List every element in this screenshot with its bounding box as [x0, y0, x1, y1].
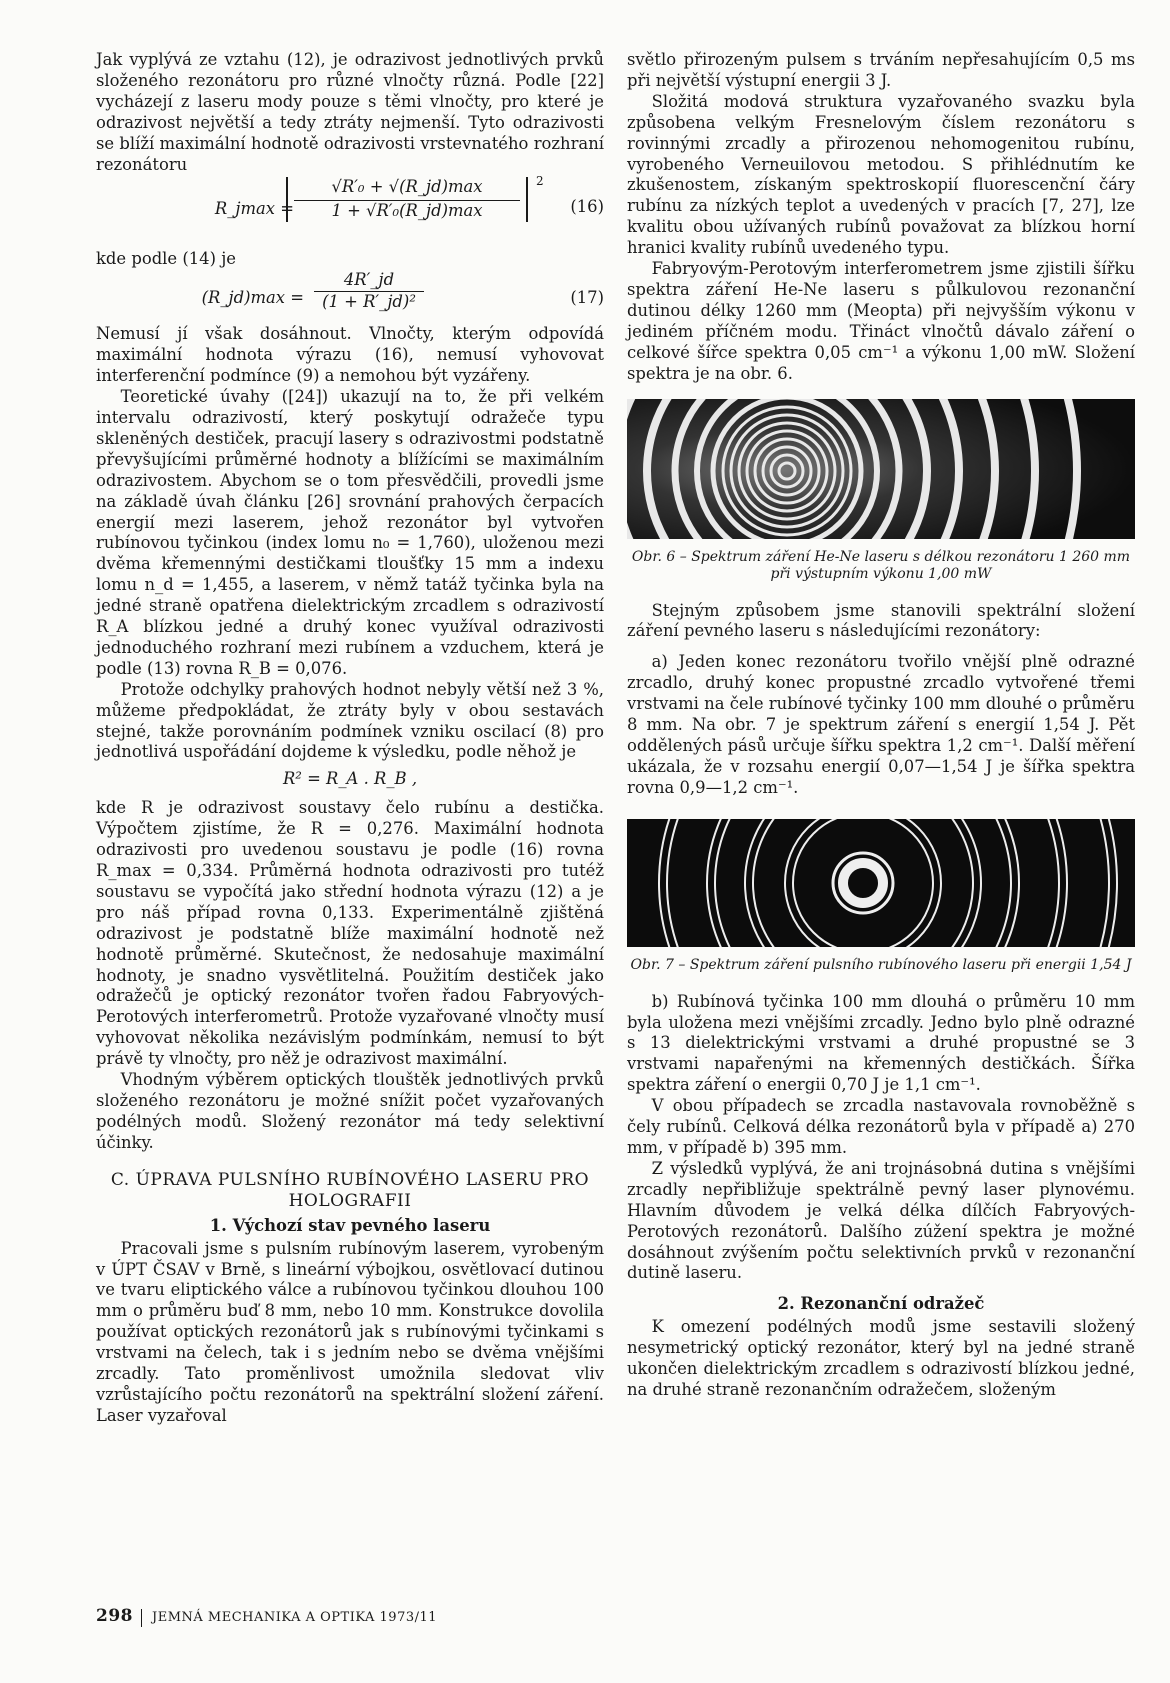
footer-divider	[141, 1609, 142, 1627]
paragraph: Stejným způsobem jsme stanovili spektrální složení záření pevného laseru s následujícími rezonátory:	[627, 600, 1135, 641]
equation-exponent: 2	[536, 174, 544, 189]
page-footer	[96, 1606, 437, 1627]
page-number: 298	[96, 1606, 133, 1626]
right-column	[627, 50, 1135, 1401]
paragraph: K omezení podélných modů jsme sestavili složený nesymetrický optický rezonátor, který byl na jedné straně ukončen dielektrickým zrcadlem s odrazivostí blízkou jedné, na druhé straně rezonančním odražečem, složeným	[627, 1317, 1135, 1399]
paragraph: Pracovali jsme s pulsním rubínovým laserem, vyrobeným v ÚPT ČSAV v Brně, s lineární výbojkou, osvětlovací dutinou ve tvaru eliptického válce a rubínovou tyčinkou dlouhou 100 mm o průměru buď 8 mm, nebo 10 mm. Konstrukce dovolila používat optických rezonátorů jak s rubínovými tyčinkami s vrstvami na čelech, tak i s jedním nebo se dvěma vnějšími zrcadly. Tato proměnlivost umožnila sledovat vliv vzrůstajícího počtu rezonátorů na spektrální složení záření. Laser vyzařoval	[96, 1238, 604, 1425]
paragraph: a) Jeden konec rezonátoru tvořilo vnější plně odrazné zrcadlo, druhý konec propustné zrcadlo vytvořené třemi vrstvami na čele rubínové tyčinky 100 mm dlouhé o průměru 8 mm. Na obr. 7 je spektrum záření s energií 1,54 J. Pět oddělených pásů určuje šířku spektra 1,2 cm⁻¹. Další měření ukázala, že v rozsahu energií 0,07—1,54 J je šířka spektra rovna 0,9—1,2 cm⁻¹.	[627, 652, 1135, 797]
figure-6-image	[627, 399, 1135, 539]
equation-fraction	[314, 270, 424, 313]
equation-numerator: 4R′_jd	[314, 270, 424, 292]
paragraph: světlo přirozeným pulsem s trváním nepřesahujícím 0,5 ms při největší výstupní energii 3 J.	[627, 50, 1135, 90]
equation-number: (16)	[570, 197, 604, 217]
interference-rings-he-ne	[627, 399, 1135, 539]
equation-lhs: R_jmax =	[214, 199, 294, 219]
paragraph: V obou případech se zrcadla nastavovala rovnoběžně s čely rubínů. Celková délka rezonátorů byla v případě a) 270 mm, v případě b) 395 mm.	[627, 1096, 1135, 1157]
interference-rings-ruby	[627, 819, 1135, 947]
section-heading: C. ÚPRAVA PULSNÍHO RUBÍNOVÉHO LASERU PRO HOLOGRAFII	[110, 1169, 590, 1211]
paragraph: Z výsledků vyplývá, že ani trojnásobná dutina s vnějšími zrcadly nepřibližuje spektrálně pevný laser plynovému. Hlavním důvodem je velká délka dílčích Fabryových-Perotových rezonátorů. Dalšího zúžení spektra je možné dosáhnout zvýšením počtu selektivních prvků v rezonanční dutině laseru.	[627, 1158, 1135, 1283]
left-column	[96, 50, 604, 1427]
paragraph: Nemusí jí však dosáhnout. Vlnočty, kterým odpovídá maximální hodnota výrazu (16), nemusí vyhovovat interferenční podmínce (9) a nemohou být vyzářeny.	[96, 324, 604, 386]
equation-16	[96, 175, 604, 249]
paragraph: Jak vyplývá ze vztahu (12), je odrazivost jednotlivých prvků složeného rezonátoru pro různé vlnočty různá. Podle [22] vycházejí z laseru mody pouze s těmi vlnočty, pro které je odrazivost největší a tedy ztráty nejmenší. Tyto odrazivosti se blíží maximální hodnotě odrazivosti vrstevnatého rozhraní rezonátoru	[96, 50, 604, 174]
subsection-heading: 1. Výchozí stav pevného laseru	[209, 1215, 491, 1235]
paragraph: Protože odchylky prahových hodnot nebyly větší než 3 %, můžeme předpokládat, že ztráty byly v obou sestavách stejné, takže porovnáním podmínek vzniku oscilací (8) pro jednotlivá uspořádání dojdeme k výsledku, podle něhož je	[96, 679, 604, 762]
paragraph: Fabryovým-Perotovým interferometrem jsme zjistili šířku spektra záření He-Ne laseru s půlkulovou rezonanční dutinou délky 1260 mm (Meopta) při nejvyšším výkonu v jediném příčném modu. Třináct vlnočtů dávalo záření o celkové šířce spektra 0,05 cm⁻¹ a výkonu 1,00 mW. Složení spektra je na obr. 6.	[627, 259, 1135, 383]
paragraph: Teoretické úvahy ([24]) ukazují na to, že při velkém intervalu odrazivostí, který poskytují odražeče typu skleněných destiček, pracují lasery s odrazivostmi podstatně převyšujícími průměrné hodnoty a blížícími se maximálním odrazivostem. Abychom se o tom přesvědčili, provedli jsme na základě úvah článku [26] srovnání prahových čerpacích energií mezi laserem, jehož rezonátor byl vytvořen rubínovou tyčinkou (index lomu n₀ = 1,760), uloženou mezi dvěma křemennými destičkami tloušťky 15 mm a indexu lomu n_d = 1,455, a laserem, v němž tatáž tyčinka byla na jedné straně opatřena dielektrickým zrcadlem s odrazivostí R_A blízkou jedné a druhý konec využíval odrazivosti jednoduchého rozhraní mezi rubínem a vzduchem, která je podle (13) rovna R_B = 0,076.	[96, 387, 604, 678]
figure-7-caption: Obr. 7 – Spektrum záření pulsního rubínového laseru při energii 1,54 J	[630, 956, 1132, 973]
equation-numerator: √R′₀ + √(R_jd)max	[294, 177, 520, 201]
equation-17	[96, 270, 604, 324]
subsection-heading: 2. Rezonanční odražeč	[777, 1294, 985, 1314]
equation-denominator: (1 + R′_jd)²	[322, 292, 416, 312]
figure-7-image	[627, 819, 1135, 947]
equation-lhs: (R_jd)max =	[201, 288, 304, 308]
equation-number: (17)	[570, 288, 604, 308]
equation-reflectivity: R² = R_A . R_B ,	[282, 769, 418, 789]
journal-name: JEMNÁ MECHANIKA A OPTIKA 1973/11	[152, 1610, 438, 1625]
paragraph: b) Rubínová tyčinka 100 mm dlouhá o průměru 10 mm byla uložena mezi vnějšími zrcadly. Jedno bylo plně odrazné s 13 dielektrickými vrstvami a druhé propustné se 3 vrstvami napařenými na křemenných destičkách. Šířka spektra záření o energii 0,70 J je 1,1 cm⁻¹.	[627, 991, 1135, 1095]
equation-fraction	[286, 177, 528, 222]
paragraph: kde R je odrazivost soustavy čelo rubínu a destička. Výpočtem zjistíme, že R = 0,276. Maximální hodnota odrazivosti pro uvedenou soustavu je podle (16) rovna R_max = 0,334. Průměrná hodnota odrazivosti pro tutéž soustavu se vypočítá jako střední hodnota výrazu (12) a je pro náš případ rovna 0,133. Experimentálně zjištěná odrazivost je podstatně blíže maximální hodnotě než hodnotě průměrné. Skutečnost, že nedosahuje maximální hodnoty, je snadno vysvětlitelná. Použitím destiček jako odražečů je optický rezonátor tvořen řadou Fabryových-Perotových interferometrů. Protože vyzařované vlnočty musí vyhovovat několika nezávislým podmínkám, nemusí to být právě ty vlnočty, pro něž je odrazivost maximální.	[96, 798, 604, 1069]
paragraph: Vhodným výběrem optických tlouštěk jednotlivých prvků složeného rezonátoru je možné snížit počet vyzařovaných podélných modů. Složený rezonátor má tedy selektivní účinky.	[96, 1070, 604, 1152]
paragraph: kde podle (14) je	[96, 249, 236, 269]
equation-denominator: 1 + √R′₀(R_jd)max	[331, 201, 483, 221]
paragraph: Složitá modová struktura vyzařovaného svazku byla způsobena velkým Fresnelovým číslem rezonátoru s rovinnými zrcadly a přirozenou nehomogenitou rubínu, vyrobeného Verneuilovou metodou. S přihlédnutím ke zkušenostem, získaným spektroskopií fluorescenční čáry rubínu za nízkých teplot a uvedených v pracích [7, 27], lze kvalitu obou užívaných rubínů považovat za blízkou horní hranici kvality rubínů uvedeného typu.	[627, 91, 1135, 258]
figure-6-caption: Obr. 6 – Spektrum záření He-Ne laseru s délkou rezonátoru 1 260 mm při výstupním výkonu 1,00 mW	[631, 548, 1131, 582]
